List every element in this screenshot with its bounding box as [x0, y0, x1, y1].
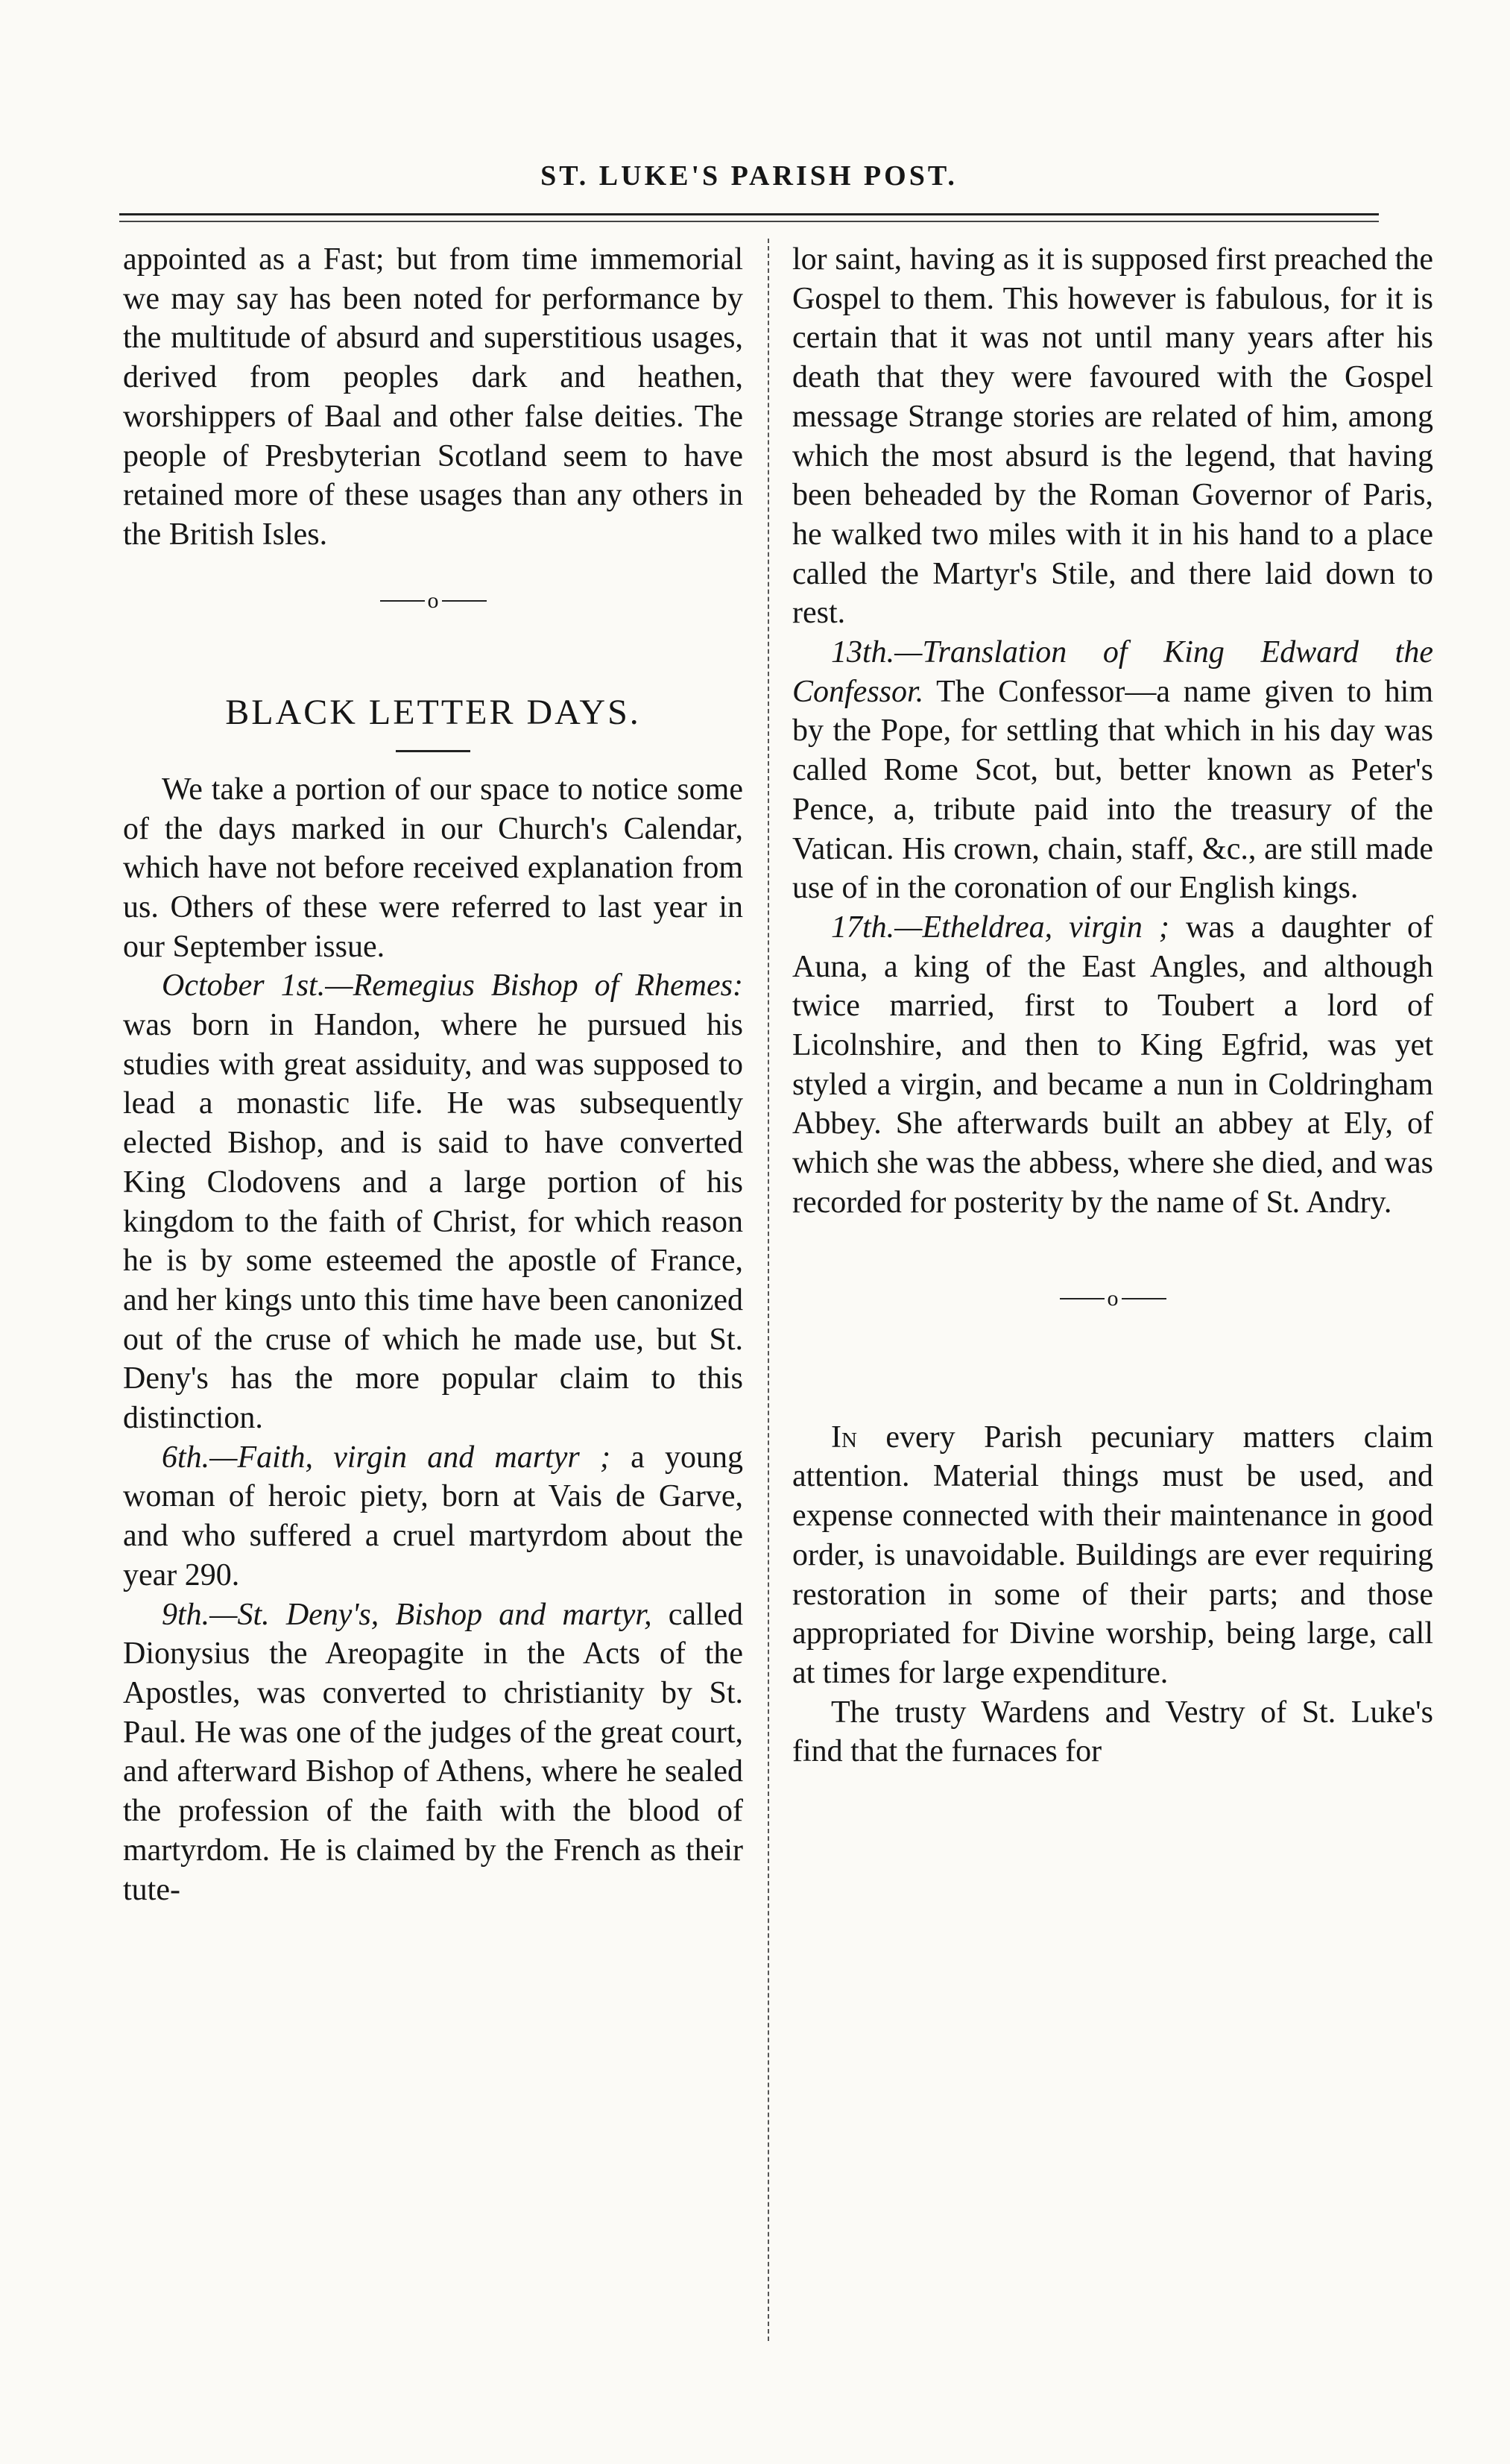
separator-ornament: o [1107, 1285, 1119, 1311]
running-header: ST. LUKE'S PARISH POST. [540, 160, 958, 192]
entry-date: October 1st. [162, 968, 326, 1003]
entry-october-13 [792, 633, 1433, 908]
right-column [792, 240, 1433, 1771]
entry-saint: —St. Deny's, Bishop and martyr, [209, 1597, 652, 1632]
drop-initial: In [831, 1420, 857, 1455]
entry-text: was born in Handon, where he pursued his studies with great assiduity, and was supposed to lead a monastic life. He was subsequently elected Bishop, and is said to have converted King Clodovens and a large portion of his kingdom to the faith of Christ, for which reason he is by some esteemed the apostle of France, and her kings unto this time have been canonized out of the cruse of which he made use, but St. Deny's has the more popular claim to this distinction. [123, 1008, 743, 1436]
separator-line [1122, 1298, 1166, 1299]
parish-paragraph [792, 1418, 1433, 1693]
intro-paragraph: We take a portion of our space to notice some of the days marked in our Church's Calendar, which have not before received explanation from us. Others of these were referred to last year in our September issue. [123, 772, 743, 964]
entry-october-9 [123, 1595, 743, 1910]
wardens-paragraph: The trusty Wardens and Vestry of St. Luke's find that the furnaces for [792, 1695, 1433, 1769]
separator-line [442, 600, 487, 602]
separator-line [1060, 1298, 1105, 1299]
entry-date: 9th. [162, 1597, 210, 1632]
header-rule [119, 213, 1379, 215]
entry-date: 6th. [162, 1440, 210, 1475]
entry-october-6 [123, 1438, 743, 1595]
section-separator [792, 1282, 1433, 1314]
entry-saint: —Etheldrea, virgin ; [894, 910, 1169, 945]
entry-saint: —Translation of King Edward the Confessor. [792, 635, 1433, 709]
continued-paragraph: appointed as a Fast; but from time immemorial we may say has been noted for performance by the multitude of absurd and superstitious usages, derived from peoples dark and heathen, worshippers of Baal and other false deities. The people of Presbyterian Scotland seem to have retained more of these usages than any others in the British Isles. [123, 242, 743, 552]
continued-paragraph: lor saint, having as it is supposed first preached the Gospel to them. This however is fabulous, for it is certain that it was not until many years after his death that they were favoured with the Gospel message Strange stories are related of him, among which the most absurd is the legend, that having been beheaded by the Roman Governor of Paris, he walked two miles with it in his hand to a place called the Martyr's Stile, and there laid down to rest. [792, 242, 1433, 631]
parish-text: every Parish pecuniary matters claim attention. Material things must be used, and expense connected with their maintenance in good order, is unavoidable. Buildings are ever requiring restoration in some of their parts; and those appropriated for Divine worship, being large, call at times for large expenditure. [792, 1420, 1433, 1690]
left-column [123, 240, 743, 1909]
entry-text: was a daughter of Auna, a king of the East Angles, and although twice married, first to Toubert a lord of Licolnshire, and then to King Egfrid, was yet styled a virgin, and became a nun in Coldringham Abbey. She afterwards built an abbey at Ely, of which she was the abbess, where she died, and was recorded for posterity by the name of St. Andry. [792, 910, 1433, 1220]
title-rule [396, 750, 470, 752]
column-divider [768, 239, 769, 2341]
section-separator [123, 585, 743, 616]
spacer [792, 1314, 1433, 1418]
entry-text: The Confessor—a name given to him by the Pope, for settling that which in his day was called Rome Scot, but, better known as Peter's Pence, a, tribute paid into the treasury of the Vatican. His crown, chain, staff, &c., are still made use of in the coronation of our English kings. [792, 674, 1433, 906]
entry-october-17 [792, 908, 1433, 1223]
section-title: BLACK LETTER DAYS. [225, 692, 641, 732]
entry-saint: —Faith, virgin and martyr ; [209, 1440, 610, 1475]
header-rule-secondary [119, 221, 1379, 222]
entry-text: a young woman of heroic piety, born at Vais de Garve, and who suffered a cruel martyrdom about the year 290. [123, 1440, 743, 1592]
entry-saint: —Remegius Bishop of Rhemes: [325, 968, 743, 1003]
separator-ornament: o [427, 587, 439, 613]
separator-line [380, 600, 425, 602]
entry-date: 17th. [831, 910, 895, 945]
entry-october-1 [123, 966, 743, 1437]
entry-text: called Dionysius the Areopagite in the Acts of the Apostles, was converted to christianity by St. Paul. He was one of the judges of the great court, and afterward Bishop of Athens, where he sealed the profession of the faith with the blood of martyrdom. He is claimed by the French as their tute- [123, 1597, 743, 1907]
entry-date: 13th. [831, 635, 895, 670]
